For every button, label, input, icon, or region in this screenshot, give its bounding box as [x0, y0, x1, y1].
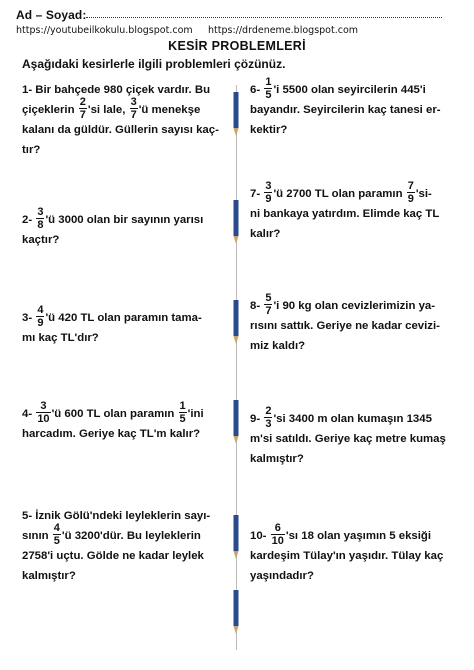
fraction: $\frac{3}{9}$ — [265, 180, 272, 206]
q1-line3: kalanı da güldür. Güllerin sayısı kaç- — [22, 124, 219, 136]
fraction: $\frac{1}{5}$ — [265, 76, 272, 102]
q6-line2: bayandır. Seyircilerin kaç tanesi er- — [250, 104, 441, 116]
q8-line2: rısını sattık. Geriye ne kadar cevizi- — [250, 320, 440, 332]
pencil-icon — [233, 200, 239, 244]
fraction: $\frac{6}{10}$ — [271, 522, 284, 548]
fraction: $\frac{1}{5}$ — [179, 400, 186, 426]
pencil-icon — [233, 92, 239, 136]
fraction: $\frac{4}{5}$ — [53, 522, 60, 548]
name-label: Ad – Soyad: — [16, 8, 87, 22]
pencil-icon — [233, 400, 239, 444]
pencil-icon — [233, 590, 239, 634]
question-10: 10- $\frac{6}{10}$ 'sı 18 olan yaşımın 5 eksiği kardeşim Tülay'ın yaşıdır. Tülay kaç yaşındadır? — [250, 526, 443, 586]
question-1: 1- Bir bahçede 980 çiçek vardır. Bu çiçeklerin $\frac{2}{7}$ 'si lale, $\frac{3}{7}$ 'ü menekşe kalanı da güldür. Güllerin sayısı kaç- tır? — [22, 80, 219, 160]
q5-line3: 2758'i uçtu. Gölde ne kadar leylek — [22, 550, 204, 562]
url-left[interactable]: https://youtubeilkokulu.blogspot.com — [16, 25, 193, 36]
fraction: $\frac{3}{10}$ — [37, 400, 50, 426]
q7-line2: ni bankaya yatırdım. Elimde kaç TL — [250, 208, 440, 220]
name-blank-line — [86, 17, 442, 18]
instruction-text: Aşağıdaki kesirlerle ilgili problemleri çözünüz. — [22, 57, 286, 71]
question-2: 2- $\frac{3}{8}$ 'ü 3000 olan bir sayının yarısı kaçtır? — [22, 210, 203, 250]
fraction: $\frac{5}{7}$ — [265, 292, 272, 318]
fraction: $\frac{4}{9}$ — [37, 304, 44, 330]
question-3: 3- $\frac{4}{9}$ 'ü 420 TL olan paramın tama- mı kaç TL'dır? — [22, 308, 202, 348]
page-title: KESİR PROBLEMLERİ — [168, 39, 306, 53]
fraction: $\frac{7}{9}$ — [407, 180, 414, 206]
q3-line2: mı kaç TL'dır? — [22, 332, 99, 344]
fraction: $\frac{2}{3}$ — [265, 405, 272, 431]
column-divider — [236, 85, 237, 650]
q2-line2: kaçtır? — [22, 234, 60, 246]
question-6: 6- $\frac{1}{5}$ 'i 5500 olan seyircilerin 445'i bayandır. Seyircilerin kaç tanesi er- kektir? — [250, 80, 441, 140]
q10-line3: yaşındadır? — [250, 570, 314, 582]
q7-line3: kalır? — [250, 228, 281, 240]
q1-text: çiçeklerin — [22, 104, 75, 116]
question-4: 4- $\frac{3}{10}$ 'ü 600 TL olan paramın $\frac{1}{5}$ 'ini harcadım. Geriye kaç TL'm kalır? — [22, 404, 204, 444]
pencil-icon — [233, 515, 239, 559]
question-8: 8- $\frac{5}{7}$ 'i 90 kg olan cevizlerimizin ya- rısını sattık. Geriye ne kadar cevizi- miz kaldı? — [250, 296, 440, 356]
q5-line1: 5- İznik Gölü'ndeki leyleklerin sayı- — [22, 510, 211, 522]
question-5: 5- İznik Gölü'ndeki leyleklerin sayı- sının $\frac{4}{5}$ 'ü 3200'dür. Bu leyleklerin 2758'i uçtu. Gölde ne kadar leylek kalmıştır? — [22, 506, 210, 586]
q5-line4: kalmıştır? — [22, 570, 76, 582]
q9-line2: m'si satıldı. Geriye kaç metre kumaş — [250, 433, 446, 445]
q1-line4: tır? — [22, 144, 41, 156]
q6-line3: kektir? — [250, 124, 288, 136]
q9-line3: kalmıştır? — [250, 453, 304, 465]
fraction: $\frac{3}{7}$ — [130, 96, 137, 122]
q10-line2: kardeşim Tülay'ın yaşıdır. Tülay kaç — [250, 550, 444, 562]
question-7: 7- $\frac{3}{9}$ 'ü 2700 TL olan paramın $\frac{7}{9}$ 'si- ni bankaya yatırdım. Elimde kaç TL kalır? — [250, 184, 439, 244]
q1-line1: 1- Bir bahçede 980 çiçek vardır. Bu — [22, 84, 211, 96]
fraction: $\frac{3}{8}$ — [37, 206, 44, 232]
url-right[interactable]: https://drdeneme.blogspot.com — [208, 25, 359, 36]
pencil-icon — [233, 300, 239, 344]
fraction: $\frac{2}{7}$ — [79, 96, 86, 122]
question-9: 9- $\frac{2}{3}$ 'si 3400 m olan kumaşın 1345 m'si satıldı. Geriye kaç metre kumaş kalmıştır? — [250, 409, 446, 469]
q4-line2: harcadım. Geriye kaç TL'm kalır? — [22, 428, 201, 440]
q8-line3: miz kaldı? — [250, 340, 306, 352]
